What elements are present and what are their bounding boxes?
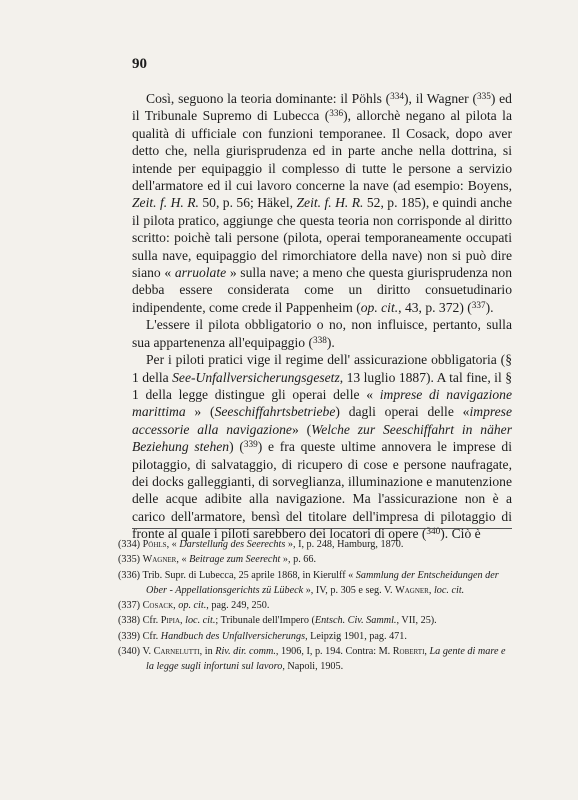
footnote-number: (337) bbox=[118, 600, 141, 612]
text-run: Cfr. bbox=[142, 615, 161, 627]
footnote-ref-340: 340 bbox=[426, 526, 441, 536]
text-run: , « bbox=[166, 539, 180, 550]
citation-title: loc. cit. bbox=[433, 584, 465, 596]
emphasis: arruolate bbox=[174, 265, 227, 281]
text-run: ). bbox=[326, 334, 335, 350]
text-run: L'essere il pilota obbligatorio o no, non influisce, pertanto, sulla sua appartenenza all'equipaggio ( bbox=[132, 317, 512, 350]
author-name: Wagner bbox=[142, 554, 177, 566]
text-run: , bbox=[180, 615, 186, 627]
emphasis: imprese accessorie alla navigazione bbox=[132, 404, 513, 437]
citation-title: Zeit. f. H. R. bbox=[296, 195, 364, 211]
footnote-number: (336) bbox=[118, 569, 141, 581]
text-run: 52, p. 185), e quindi anche il pilota pratico, aggiunge che questa teoria non corrisponde al diritto scritto: poichè tali persone (pilota, operai temporaneamente occupati sulla nave, equipaggio del rimorchiatore della nave) non si può dire siano « bbox=[132, 195, 512, 281]
text-run: », I, p. 248, Hamburg, 1870. bbox=[285, 539, 404, 550]
emphasis: Seeschiffahrtsbetriebe bbox=[214, 404, 336, 420]
emphasis: Welche zur Seeschiffahrt in näher Beziehung stehen bbox=[132, 421, 513, 455]
author-name: Pöhls bbox=[142, 539, 167, 550]
text-run: , 1906, I, p. 194. Contra: bbox=[275, 646, 379, 658]
text-run: , VII, 25). bbox=[396, 615, 437, 627]
footnote-ref-338: 338 bbox=[312, 334, 327, 345]
text-run: ; Tribunale dell'Impero ( bbox=[215, 615, 315, 627]
text-run: , Napoli, 1905. bbox=[282, 661, 344, 673]
text-run: V. bbox=[142, 646, 154, 658]
footnote-ref-339: 339 bbox=[243, 438, 258, 449]
footnotes bbox=[118, 537, 512, 675]
citation-title: Riv. dir. comm. bbox=[215, 646, 276, 658]
emphasis: imprese di navigazione marittima bbox=[132, 386, 512, 420]
text-run: », IV, p. 305 e seg. V. bbox=[303, 584, 396, 596]
footnote-334 bbox=[118, 537, 512, 552]
text-run: , pag. 249, 250. bbox=[206, 600, 270, 612]
text-run: » ( bbox=[291, 421, 312, 437]
author-name: Carnelutti bbox=[153, 646, 200, 658]
footnote-335 bbox=[118, 552, 512, 567]
text-run: », p. 66. bbox=[280, 554, 317, 566]
footnote-divider bbox=[132, 528, 512, 529]
citation-title: Handbuch des Unfallversicherungs bbox=[160, 630, 306, 642]
text-run: Trib. Supr. di Lubecca, 25 aprile 1868, in Kierulff « bbox=[142, 569, 356, 581]
citation-title: op. cit. bbox=[360, 299, 399, 315]
footnote-ref-336: 336 bbox=[329, 108, 344, 119]
footnote-number: (335) bbox=[118, 554, 141, 566]
text-run: 50, p. 56; Häkel, bbox=[198, 195, 297, 211]
footnote-337 bbox=[118, 598, 512, 613]
citation-title: Entsch. Civ. Samml. bbox=[314, 615, 397, 627]
text-run: ). bbox=[485, 299, 494, 315]
citation-title: Zeit. f. H. R. bbox=[132, 195, 199, 211]
footnote-number: (340) bbox=[118, 646, 141, 658]
text-run: , Leipzig 1901, pag. 471. bbox=[305, 630, 407, 642]
paragraph-2 bbox=[132, 316, 512, 351]
citation-title: Beitrage zum Seerecht bbox=[189, 554, 281, 566]
footnote-number: (339) bbox=[118, 630, 141, 642]
author-name: Cosack bbox=[142, 600, 174, 612]
citation-title: op. cit. bbox=[178, 600, 207, 612]
page-number: 90 bbox=[132, 56, 147, 72]
text-run: , bbox=[173, 600, 179, 612]
footnote-339 bbox=[118, 629, 512, 644]
footnote-number: (334) bbox=[118, 539, 141, 550]
author-name: M. Roberti bbox=[378, 646, 425, 658]
main-text bbox=[132, 90, 512, 543]
text-run: ), allorchè negano al pilota la qualità di ufficiale con funzioni temporanee. Il Cosack, dopo aver detto che, nella giurisprudenza ed in parte anche nella dottrina, si intende per equipaggio il complesso di tutte le persone a servizio dell'armatore ed il cui lavoro concerne la nave (ad esempio: Boyens, bbox=[132, 108, 512, 194]
author-name: Wagner bbox=[395, 584, 429, 596]
paragraph-1 bbox=[132, 90, 512, 316]
text-run: , in bbox=[199, 646, 216, 658]
text-run: Così, seguono la teoria dominante: il Pöhls ( bbox=[146, 91, 391, 106]
text-run: Per i piloti pratici vige il regime dell' assicurazione obbligatoria (§ 1 della bbox=[132, 352, 512, 385]
footnote-ref-334: 334 bbox=[390, 90, 405, 101]
text-run: , 43, p. 372) ( bbox=[398, 299, 472, 315]
author-name: Pipia bbox=[160, 615, 181, 627]
citation-title: Sammlung der Entscheidungen der Ober - Appellationsgerichts zü Lübeck bbox=[146, 569, 499, 596]
footnote-number: (338) bbox=[118, 615, 141, 627]
text-run: ) ed il Tribunale Supremo di Lubecca ( bbox=[132, 91, 512, 124]
text-run: , 13 luglio 1887). A tal fine, il § 1 della legge distingue gli operai delle « bbox=[132, 369, 512, 402]
text-run: ), il Wagner ( bbox=[404, 91, 477, 106]
text-run: , « bbox=[176, 554, 190, 566]
citation-title: La gente di mare e la legge sugli infortuni sul lavoro bbox=[146, 646, 506, 673]
footnote-ref-337: 337 bbox=[471, 299, 486, 310]
footnote-336 bbox=[118, 568, 512, 599]
text-run: ) dagli operai delle « bbox=[335, 404, 470, 420]
citation-title: loc. cit. bbox=[185, 615, 216, 627]
citation-title: Darstellung des Seerechts bbox=[179, 539, 286, 550]
text-run: Cfr. bbox=[142, 630, 161, 642]
text-run: ) ( bbox=[229, 439, 244, 455]
text-run: ) e fra queste ultime annovera le imprese di pilotaggio, di salvataggio, di ricupero di cose e persone naufragate, dei docks galleggianti, di sorveglianza, illuminazione e manutenzione delle acque adibite alla navigazione. Ma l'assicurazione non è a carico dell'armatore, bensì del titolare dell'impresa di pilotaggio di fronte al quale i piloti sarebbero dei locatori di opere ( bbox=[132, 439, 512, 542]
citation-title: See-Unfallversicherungsgesetz bbox=[172, 369, 340, 385]
text-run: , bbox=[428, 584, 434, 596]
footnote-340 bbox=[118, 644, 512, 675]
text-run: » sulla nave; a meno che questa giurisprudenza non debba essere considerata come un diritto consuetudinario indipendente, come crede il Pappenheim ( bbox=[132, 265, 512, 315]
footnote-338 bbox=[118, 613, 512, 628]
text-run: » ( bbox=[185, 404, 215, 420]
paragraph-3 bbox=[132, 351, 512, 542]
footnote-ref-335: 335 bbox=[477, 90, 491, 101]
text-run: ). Ciò è bbox=[440, 526, 481, 542]
text-run: , bbox=[424, 646, 430, 658]
